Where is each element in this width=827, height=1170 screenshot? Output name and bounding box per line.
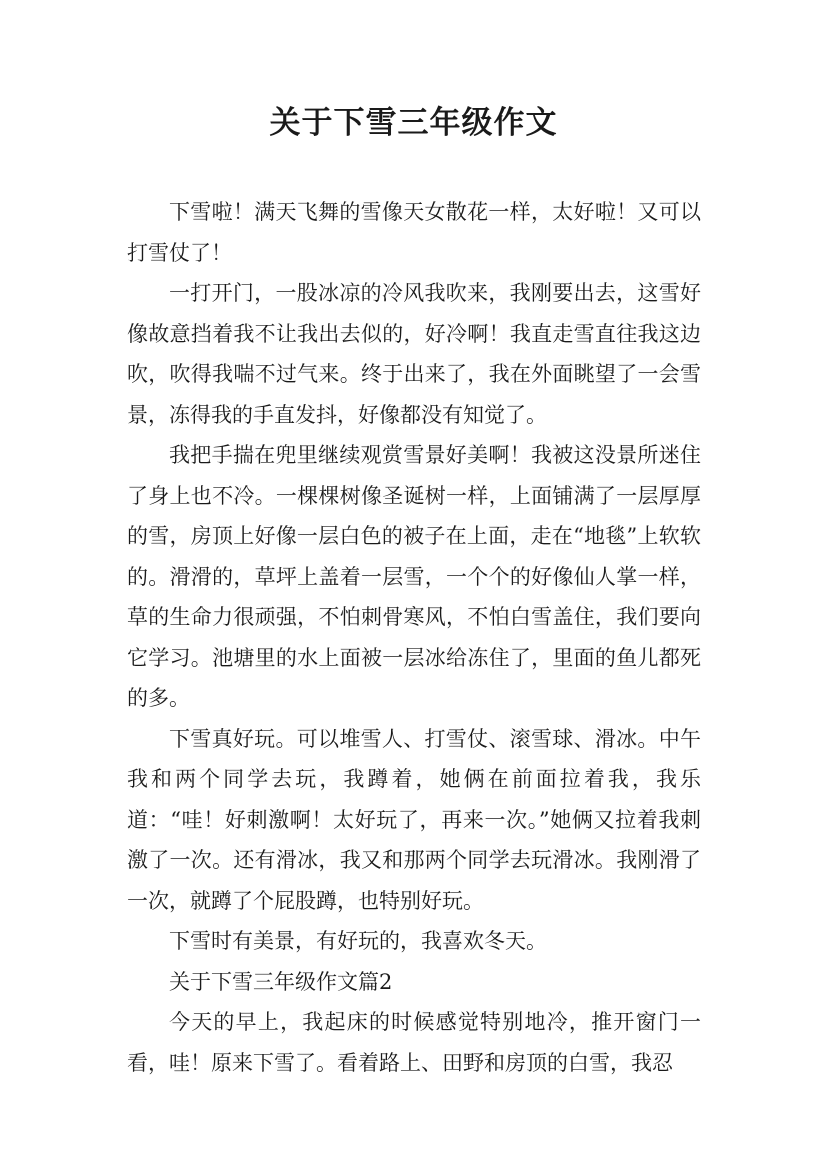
paragraph: 今天的早上，我起床的时候感觉特别地冷，推开窗门一看，哇！原来下雪了。看着路上、田野和房顶的白雪，我忍 bbox=[127, 1010, 701, 1075]
paragraph: 一打开门，一股冰凉的冷风我吹来，我刚要出去，这雪好像故意挡着我不让我出去似的，好冷啊！我直走雪直往我这边吹，吹得我喘不过气来。终于出来了，我在外面眺望了一会雪景，冻得我的手直发抖，好像都没有知觉了。 bbox=[127, 281, 701, 427]
paragraph: 我把手揣在兜里继续观赏雪景好美啊！我被这没景所迷住了身上也不冷。一棵棵树像圣诞树一样，上面铺满了一层厚厚的雪，房顶上好像一层白色的被子在上面，走在“地毯”上软软的。滑滑的，草坪上盖着一层雪，一个个的好像仙人掌一样，草的生命力很顽强，不怕刺骨寒风，不怕白雪盖住，我们要向它学习。池塘里的水上面被一层冰给冻住了，里面的鱼儿都死的多。 bbox=[127, 443, 701, 710]
section-heading: 关于下雪三年级作文篇2 bbox=[169, 969, 393, 994]
document-title: 关于下雪三年级作文 bbox=[269, 105, 558, 141]
document-body bbox=[127, 192, 701, 1083]
paragraph: 下雪时有美景，有好玩的，我喜欢冬天。 bbox=[169, 929, 547, 953]
paragraph: 下雪啦！满天飞舞的雪像天女散花一样，太好啦！又可以打雪仗了！ bbox=[127, 200, 701, 265]
paragraph: 下雪真好玩。可以堆雪人、打雪仗、滚雪球、滑冰。中午我和两个同学去玩，我蹲着，她俩在前面拉着我，我乐道：“哇！好刺激啊！太好玩了，再来一次。”她俩又拉着我刺激了一次。还有滑冰，我又和那两个同学去玩滑冰。我刚滑了一次，就蹲了个屁股蹲，也特别好玩。 bbox=[127, 726, 701, 913]
